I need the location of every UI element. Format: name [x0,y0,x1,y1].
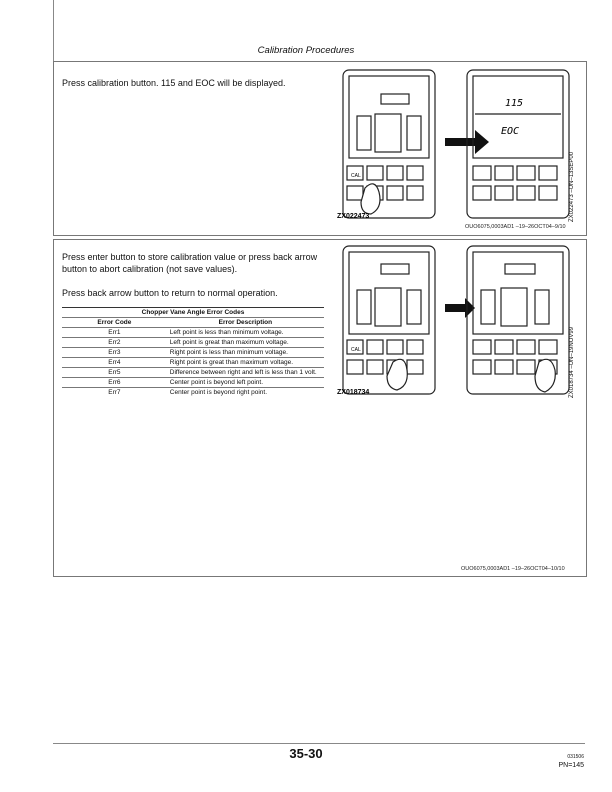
table-header-desc: Error Description [167,318,324,328]
figure-side-code-2: ZX018734 –UN–19NOV99 [569,326,575,398]
cal-button-label-left: CAL [351,173,361,179]
error-code: Err5 [62,368,167,378]
section2-reference: OUO6075,0003AD1 –19–26OCT04–10/10 [461,566,565,572]
error-description: Left point is great than maximum voltage. [167,338,324,348]
error-code: Err2 [62,338,167,348]
figure-id-1: ZX022473 [337,213,370,220]
table-row [62,348,324,358]
table-header-code: Error Code [62,318,167,328]
figure-calibration-display [335,68,585,228]
figure-enter-button [335,244,585,404]
cal-button-label-left: CAL [351,347,361,353]
finger-icon [535,359,555,392]
table-row [62,378,324,388]
error-code: Err1 [62,328,167,338]
footer-rule [53,743,585,744]
error-description: Left point is less than minimum voltage. [167,328,324,338]
error-codes-table [62,307,324,397]
table-row [62,328,324,338]
table-row [62,388,324,398]
figure-side-code-1: ZX022473 –UN–13SEP00 [569,151,575,222]
error-code: Err6 [62,378,167,388]
table-row [62,338,324,348]
table-caption: Chopper Vane Angle Error Codes [62,308,324,318]
error-description: Difference between right and left is less than 1 volt. [167,368,324,378]
section2-instruction-2: Press back arrow button to return to normal operation. [62,288,278,298]
finger-icon [361,184,380,214]
error-code: Err7 [62,388,167,398]
figure-id-2: ZX018734 [337,389,370,396]
table-row [62,368,324,378]
error-description: Right point is less than minimum voltage. [167,348,324,358]
display-line2: EOC [501,126,520,137]
footer-date-code: 031506 [567,754,584,760]
controller-left [343,70,435,218]
page-number: 35-30 [289,746,323,761]
section1-instruction: Press calibration button. 115 and EOC will be displayed. [62,78,286,88]
display-line1: 115 [505,98,524,109]
page-header-title: Calibration Procedures [257,45,355,56]
error-description: Center point is beyond left point. [167,378,324,388]
error-code: Err4 [62,358,167,368]
error-description: Center point is beyond right point. [167,388,324,398]
table-row [62,358,324,368]
footer-pn: PN=145 [558,762,584,769]
error-description: Right point is great than maximum voltage. [167,358,324,368]
arrow-right-icon [445,298,475,318]
error-code: Err3 [62,348,167,358]
section1-reference: OUO6075,0003AD1 –19–26OCT04–9/10 [465,224,566,230]
finger-icon [387,359,407,390]
section2-instruction-1: Press enter button to store calibration value or press back arrow button to abort calibration (not save values). [62,252,318,274]
